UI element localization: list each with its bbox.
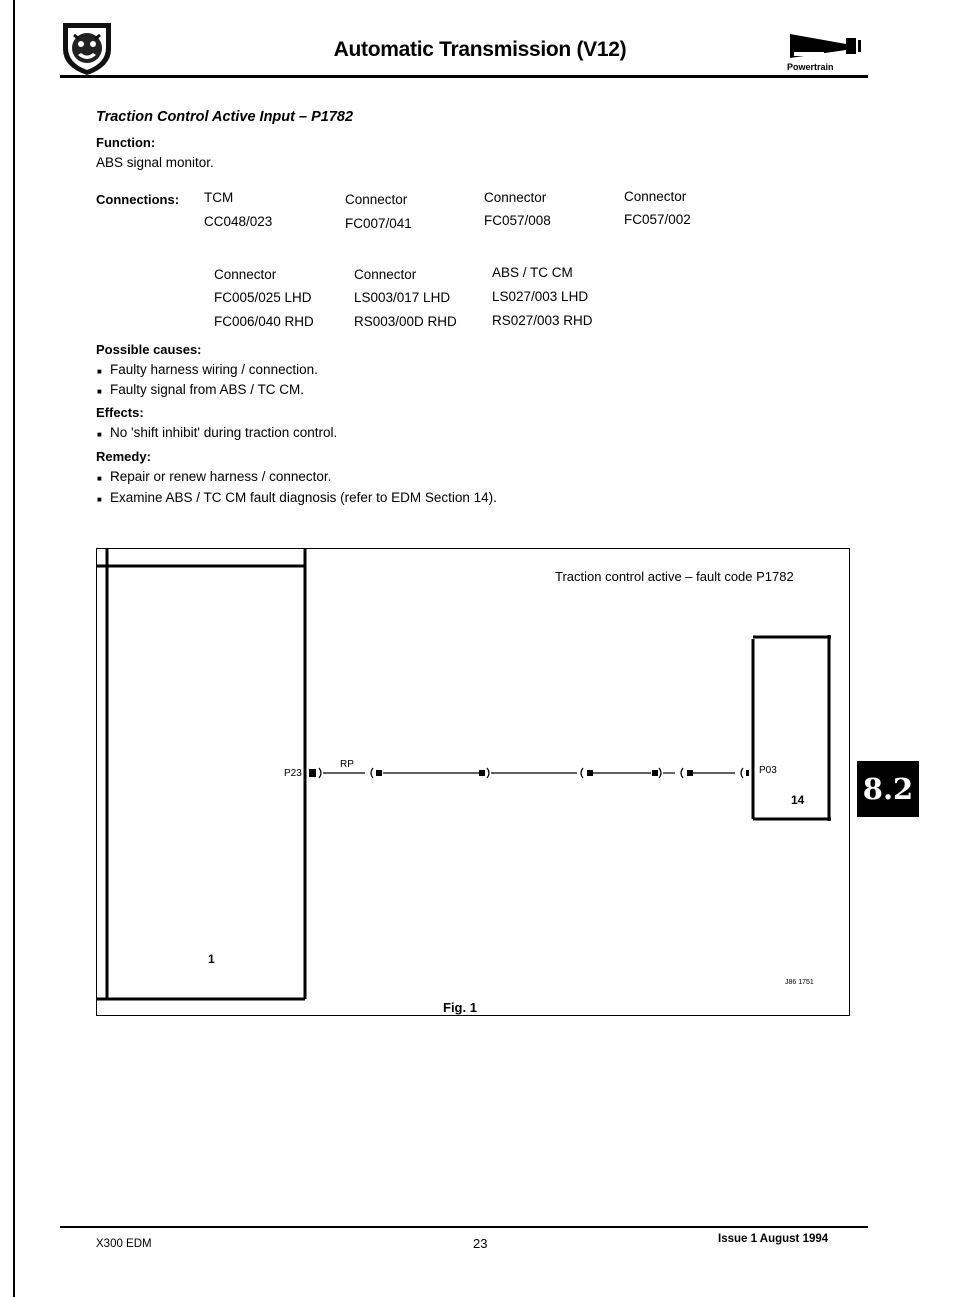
- connection-code-lhd: FC005/025 LHD: [214, 290, 312, 305]
- list-item: ■ Faulty signal from ABS / TC CM.: [110, 382, 304, 397]
- signal-wire: [319, 768, 743, 778]
- wire-code: RP: [340, 759, 354, 770]
- list-item: ■ Faulty harness wiring / connection.: [110, 362, 318, 377]
- connection-name: Connector: [214, 267, 277, 282]
- list-item: ■ Examine ABS / TC CM fault diagnosis (refer to EDM Section 14).: [110, 490, 497, 505]
- connection-name: Connector: [624, 189, 687, 204]
- list-item: ■ No 'shift inhibit' during traction control.: [110, 425, 337, 440]
- connection-name: TCM: [204, 190, 234, 205]
- section-title: Traction Control Active Input – P1782: [96, 109, 354, 125]
- connection-code: FC057/008: [484, 213, 551, 228]
- section-label: Powertrain: [787, 62, 834, 72]
- connection-name: Connector: [354, 267, 417, 282]
- footer-rule: [60, 1226, 868, 1228]
- section-tab: 8.2: [857, 761, 919, 817]
- powertrain-icon: [786, 24, 866, 62]
- page-title: Automatic Transmission (V12): [333, 38, 627, 61]
- page-number: 23: [473, 1236, 488, 1251]
- possible-causes-label: Possible causes:: [96, 342, 202, 357]
- connection-code-rhd: FC006/040 RHD: [214, 314, 314, 329]
- connection-name: ABS / TC CM: [492, 265, 573, 280]
- connection-name: Connector: [484, 190, 547, 205]
- function-label: Function:: [96, 135, 156, 150]
- effects-label: Effects:: [96, 405, 144, 420]
- module-number-left: 1: [208, 952, 215, 966]
- connection-code: CC048/023: [204, 214, 273, 229]
- page-left-border: [13, 0, 15, 1297]
- connection-code-rhd: RS027/003 RHD: [492, 313, 593, 328]
- figure-caption: Fig. 1: [443, 1000, 477, 1015]
- connection-name: Connector: [345, 192, 408, 207]
- list-item: ■ Repair or renew harness / connector.: [110, 469, 331, 484]
- pin-label-right: P03: [759, 765, 777, 776]
- connections-label: Connections:: [96, 192, 180, 207]
- connection-code-lhd: LS027/003 LHD: [492, 289, 589, 304]
- module-number-right: 14: [791, 793, 805, 807]
- drawing-reference: J86 1751: [785, 979, 814, 986]
- footer-document-code: X300 EDM: [96, 1238, 152, 1250]
- issue-date: Issue 1 August 1994: [718, 1233, 829, 1245]
- connection-code: FC007/041: [345, 216, 412, 231]
- connection-code-rhd: RS003/00D RHD: [354, 314, 457, 329]
- figure-title: Traction control active – fault code P1782: [555, 569, 794, 584]
- remedy-label: Remedy:: [96, 449, 151, 464]
- connection-code: FC057/002: [624, 212, 691, 227]
- function-text: ABS signal monitor.: [96, 155, 214, 170]
- connection-code-lhd: LS003/017 LHD: [354, 290, 451, 305]
- header-rule: [60, 75, 868, 78]
- pin-label-left: P23: [284, 768, 302, 779]
- wiring-diagram: [96, 548, 850, 1016]
